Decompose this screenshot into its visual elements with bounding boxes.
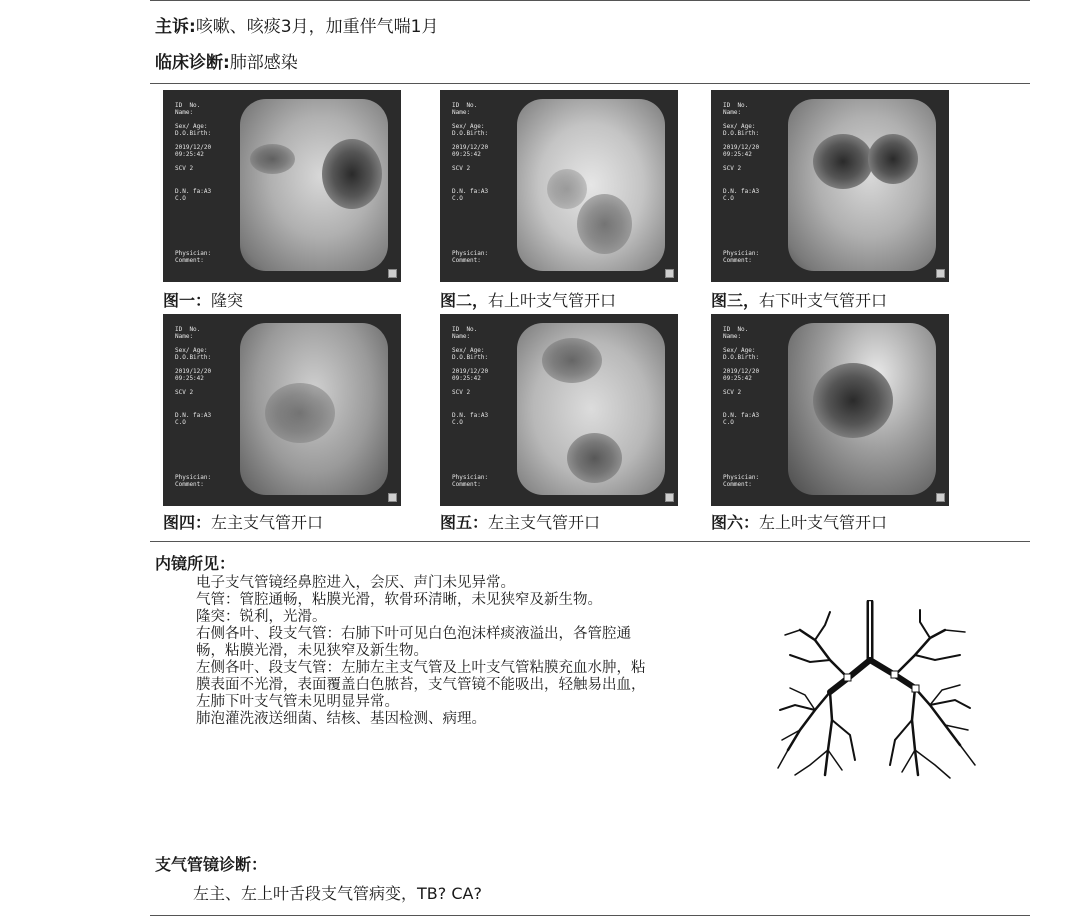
findings-line: 畅，粘膜光滑，未见狭窄及新生物。: [196, 643, 428, 659]
top-rule: [150, 0, 1030, 1]
bronchus-view: [517, 323, 665, 495]
bronchoscopy-diagnosis-text: 左主、左上叶舌段支气管病变，TB? CA?: [193, 884, 482, 903]
clinical-diagnosis-text: 肺部感染: [229, 53, 298, 73]
overlay-settings: D.N. fa:A3 C.O: [175, 412, 212, 426]
images-rule: [150, 541, 1030, 542]
figure-caption-4: 图四：左主支气管开口: [163, 513, 324, 532]
overlay-physician: Physician: Comment:: [175, 250, 212, 264]
endoscopy-image-3: [711, 90, 949, 282]
overlay-physician: Physician: Comment:: [723, 474, 760, 488]
findings-line: 左肺下叶支气管未见明显异常。: [196, 694, 399, 710]
overlay-info: ID No. Name: Sex/ Age: D.O.Birth: 2019/12/20 09:25:42 SCV 2: [175, 326, 212, 396]
bronchus-view: [788, 99, 936, 271]
figure-caption-6: 图六：左上叶支气管开口: [711, 513, 888, 532]
overlay-info: ID No. Name: Sex/ Age: D.O.Birth: 2019/12/20 09:25:42 SCV 2: [452, 102, 489, 172]
endoscopy-image-4: [163, 314, 401, 506]
findings-line: 膜表面不光滑，表面覆盖白色脓苔，支气管镜不能吸出，轻触易出血，: [196, 677, 646, 693]
overlay-info: ID No. Name: Sex/ Age: D.O.Birth: 2019/12/20 09:25:42 SCV 2: [723, 102, 760, 172]
bronchus-view: [240, 99, 388, 271]
header-rule: [150, 83, 1030, 84]
corner-marker: [665, 269, 674, 278]
bronchial-tree-diagram: [770, 600, 985, 785]
overlay-info: ID No. Name: Sex/ Age: D.O.Birth: 2019/12/20 09:25:42 SCV 2: [452, 326, 489, 396]
overlay-info: ID No. Name: Sex/ Age: D.O.Birth: 2019/12/20 09:25:42 SCV 2: [175, 102, 212, 172]
bronchus-view: [240, 323, 388, 495]
figure-caption-2: 图二，右上叶支气管开口: [440, 291, 617, 310]
endoscopy-image-6: [711, 314, 949, 506]
endoscopy-image-2: [440, 90, 678, 282]
chief-complaint: 主诉:咳嗽、咳痰3月，加重伴气喘1月: [155, 17, 439, 37]
overlay-settings: D.N. fa:A3 C.O: [723, 412, 760, 426]
overlay-settings: D.N. fa:A3 C.O: [452, 188, 489, 202]
findings-line: 左侧各叶、段支气管：左肺左主支气管及上叶支气管粘膜充血水肿，粘: [196, 660, 646, 676]
findings-line: 电子支气管镜经鼻腔进入，会厌、声门未见异常。: [196, 575, 515, 591]
clinical-diagnosis: 临床诊断:肺部感染: [155, 53, 298, 73]
overlay-settings: D.N. fa:A3 C.O: [723, 188, 760, 202]
findings-line: 气管：管腔通畅，粘膜光滑，软骨环清晰，未见狭窄及新生物。: [196, 592, 602, 608]
bottom-rule: [150, 915, 1030, 916]
bronchoscopy-diagnosis-title: 支气管镜诊断：: [155, 855, 268, 874]
findings-title: 内镜所见：: [155, 554, 236, 573]
chief-complaint-text: 咳嗽、咳痰3月，加重伴气喘1月: [195, 17, 439, 37]
corner-marker: [388, 269, 397, 278]
overlay-physician: Physician: Comment:: [452, 474, 489, 488]
chief-complaint-label: 主诉: [155, 17, 189, 37]
figure-caption-5: 图五：左主支气管开口: [440, 513, 601, 532]
overlay-settings: D.N. fa:A3 C.O: [452, 412, 489, 426]
findings-line: 右侧各叶、段支气管：右肺下叶可见白色泡沫样痰液溢出，各管腔通: [196, 626, 631, 642]
findings-line: 肺泡灌洗液送细菌、结核、基因检测、病理。: [196, 711, 486, 727]
endoscopy-image-1: [163, 90, 401, 282]
corner-marker: [936, 269, 945, 278]
overlay-info: ID No. Name: Sex/ Age: D.O.Birth: 2019/12/20 09:25:42 SCV 2: [723, 326, 760, 396]
findings-text: [196, 575, 756, 728]
clinical-diagnosis-label: 临床诊断: [155, 53, 223, 73]
corner-marker: [665, 493, 674, 502]
corner-marker: [388, 493, 397, 502]
overlay-physician: Physician: Comment:: [452, 250, 489, 264]
bronchus-view: [788, 323, 936, 495]
corner-marker: [936, 493, 945, 502]
figure-caption-3: 图三，右下叶支气管开口: [711, 291, 888, 310]
bronchus-view: [517, 99, 665, 271]
figure-caption-1: 图一：隆突: [163, 291, 244, 310]
endoscopy-image-5: [440, 314, 678, 506]
overlay-settings: D.N. fa:A3 C.O: [175, 188, 212, 202]
overlay-physician: Physician: Comment:: [723, 250, 760, 264]
overlay-physician: Physician: Comment:: [175, 474, 212, 488]
findings-line: 隆突：锐利，光滑。: [196, 609, 327, 625]
